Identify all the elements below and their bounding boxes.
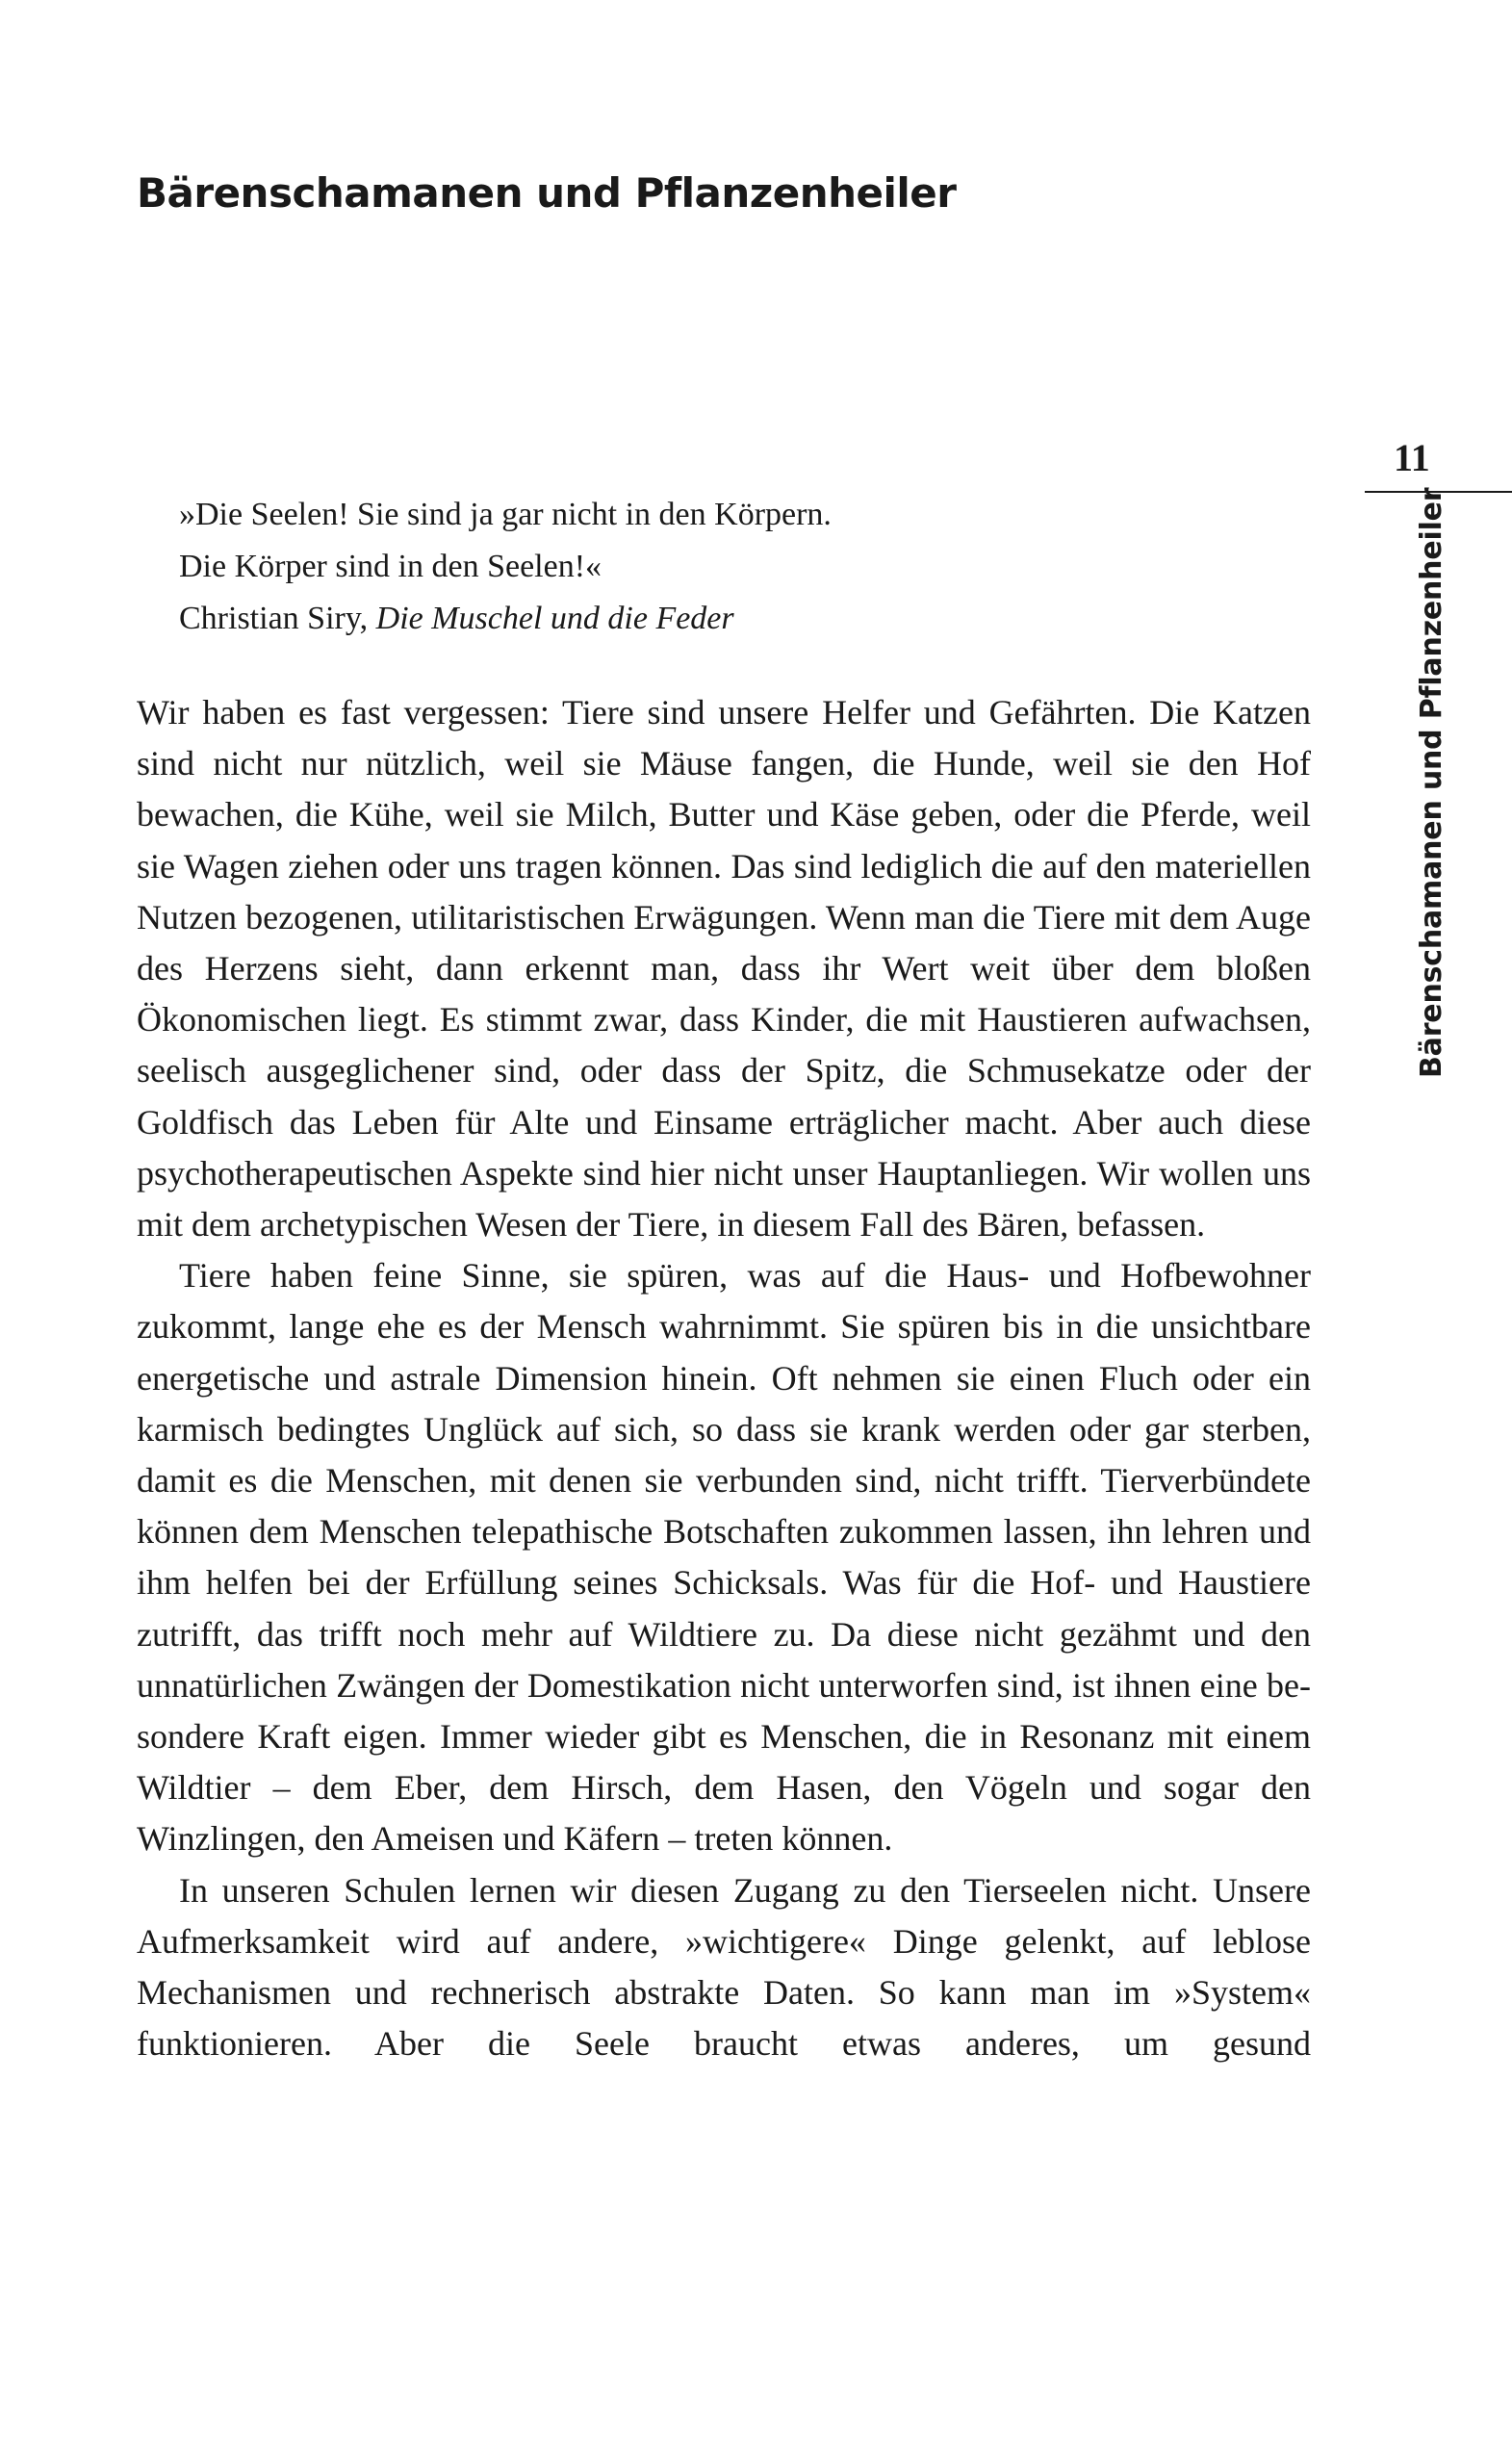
body-text — [137, 687, 1311, 2069]
running-head — [1415, 487, 1457, 1090]
epigraph-source — [179, 593, 1045, 645]
page-number: 11 — [1394, 436, 1430, 479]
paragraph-1: Wir haben es fast vergessen: Tiere sind unsere Helfer und Gefährten. Die Katzen sind nicht nur nützlich, weil sie Mäuse fangen, die Hunde, weil sie den Hof bewachen, die Kühe, weil sie Milch, Butter und Käse geben, oder die Pferde, weil sie Wagen ziehen oder uns tragen können. Das sind lediglich die auf den materiellen Nutzen bezogenen, utilitaristischen Erwägungen. Wenn man die Tiere mit dem Auge des Herzens sieht, dann erkennt man, dass ihr Wert weit über dem bloßen Ökonomischen liegt. Es stimmt zwar, dass Kinder, die mit Haustieren aufwachsen, seelisch ausgeglichener sind, oder dass der Spitz, die Schmusekatze oder der Goldfisch das Leben für Alte und Einsame erträglicher macht. Aber auch diese psychotherapeutischen Aspekte sind hier nicht unser Hauptanliegen. Wir wollen uns mit dem archetypischen Wesen der Tiere, in diesem Fall des Bären, befassen. — [137, 693, 1311, 1245]
epigraph — [179, 489, 1045, 645]
paragraph-3: In unseren Schulen lernen wir diesen Zugang zu den Tierseelen nicht. Unsere Aufmerksamkeit wird auf andere, »wichtigere« Dinge gelenkt, auf leblose Mechanismen und rechnerisch abstrakte Daten. So kann man im »System« funktionieren. Aber die Seele braucht etwas anderes, um gesund — [137, 1870, 1311, 2064]
paragraph-2: Tiere haben feine Sinne, sie spüren, was auf die Haus- und Hofbewohner zukommt, lange ehe es der Mensch wahrnimmt. Sie spüren bis in die unsichtbare energetische und astrale Dimension hinein. Oft nehmen sie einen Fluch oder ein karmisch bedingtes Unglück auf sich, so dass sie krank werden oder gar sterben, damit es die Menschen, mit denen sie verbunden sind, nicht trifft. Tierverbündete können dem Menschen telepathische Botschaften zukommen lassen, ihn lehren und ihm helfen bei der Erfüllung seines Schicksals. Was für die Hof- und Haustiere zutrifft, das trifft noch mehr auf Wildtiere zu. Da diese nicht gezähmt und den unnatürlichen Zwängen der Domestikation nicht unterworfen sind, ist ihnen eine besondere Kraft eigen. Immer wieder gibt es Menschen, die in Resonanz mit einem Wildtier – dem Eber, dem Hirsch, dem Hasen, den Vögeln und sogar den Winzlingen, den Ameisen und Käfern – treten können. — [137, 1256, 1311, 1859]
epigraph-line-2: Die Körper sind in den Seelen!« — [179, 549, 602, 584]
chapter-title: Bärenschamanen und Pflanzenheiler — [137, 169, 957, 217]
epigraph-line-1: »Die Seelen! Sie sind ja gar nicht in den Körpern. — [179, 497, 832, 532]
epigraph-work-title: Die Muschel und die Feder — [375, 601, 734, 636]
epigraph-author: Christian Siry, — [179, 601, 376, 636]
running-head-text: Bärenschamanen und Pflanzenheiler — [1415, 487, 1448, 1078]
